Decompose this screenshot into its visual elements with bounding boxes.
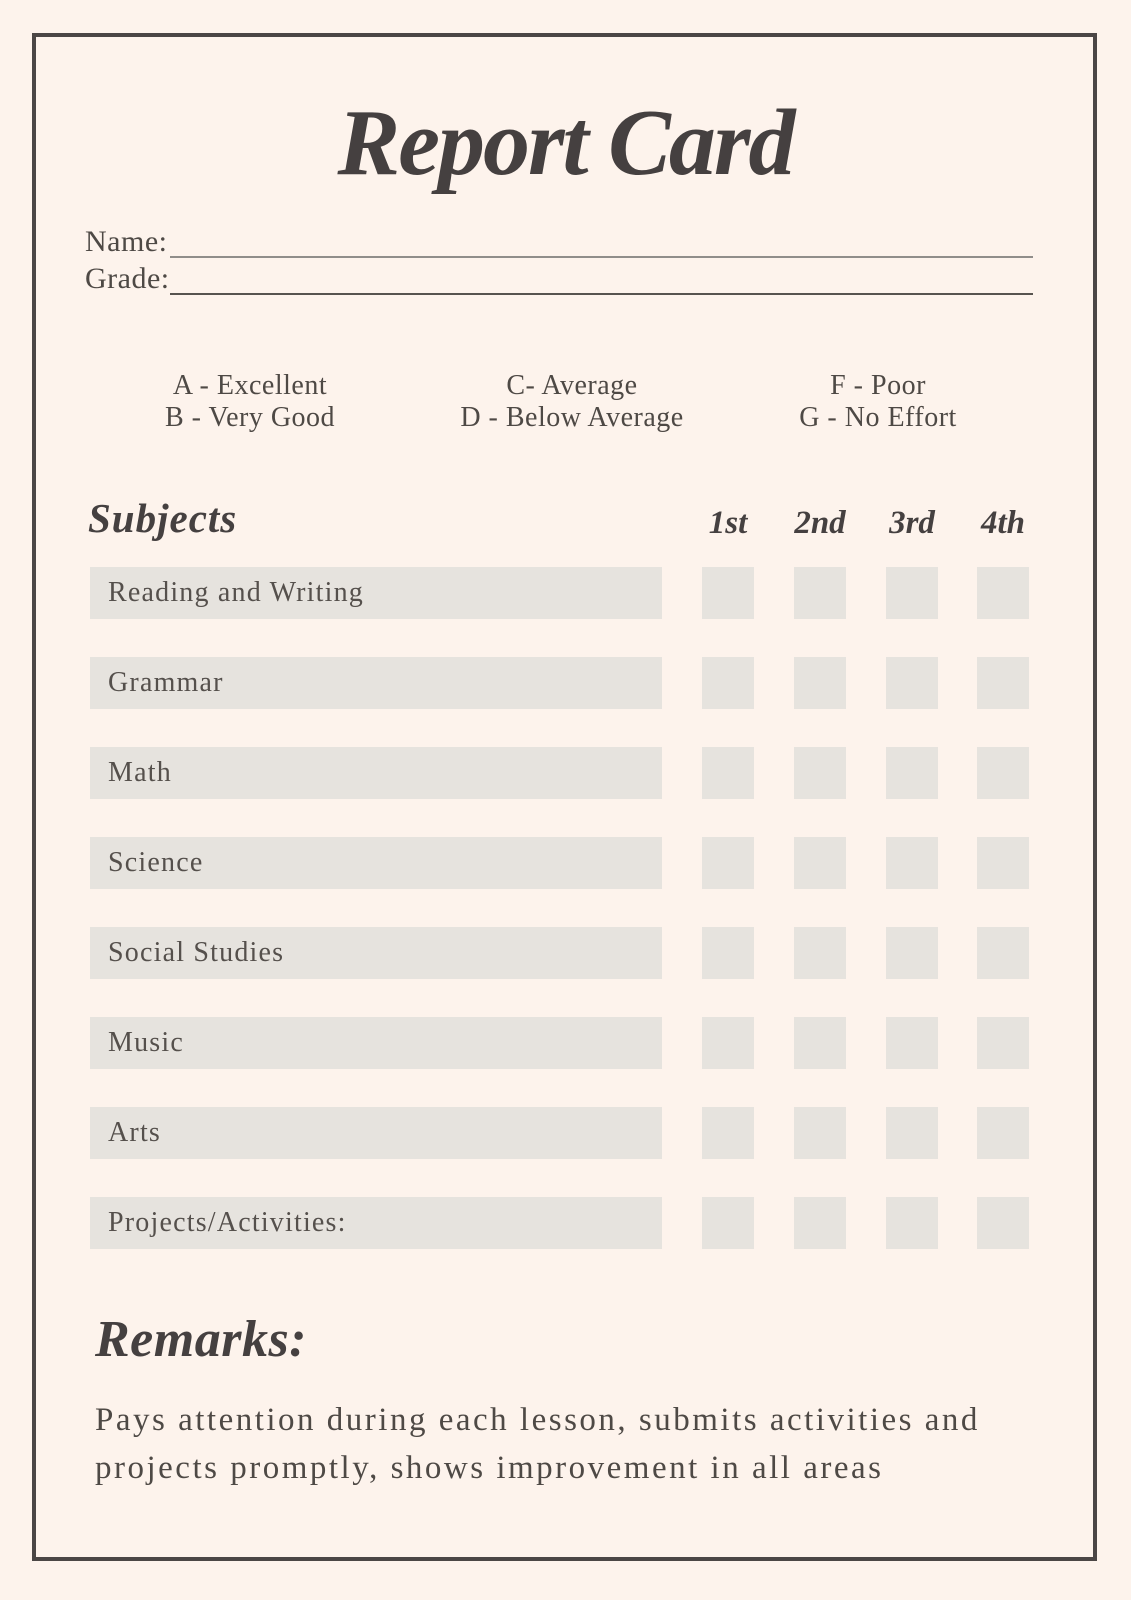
grade-cell[interactable] <box>794 1107 846 1159</box>
term-header-4th: 4th <box>980 505 1026 541</box>
subject-row-projects-activities: Projects/Activities: <box>90 1197 662 1249</box>
subjects-heading: Subjects <box>88 495 238 541</box>
grade-cell[interactable] <box>794 747 846 799</box>
legend-line: G - No Effort <box>799 402 957 433</box>
legend-column-ab <box>165 370 335 434</box>
grade-cell[interactable] <box>702 837 754 889</box>
grade-cell[interactable] <box>886 837 938 889</box>
grade-cell[interactable] <box>886 1017 938 1069</box>
grade-cell[interactable] <box>886 747 938 799</box>
subject-row-social-studies: Social Studies <box>90 927 662 979</box>
subject-row-music: Music <box>90 1017 662 1069</box>
grade-cell[interactable] <box>977 837 1029 889</box>
term-header-3rd: 3rd <box>889 505 935 541</box>
grade-label: Grade: <box>85 262 170 295</box>
page-title: Report Card <box>337 91 794 195</box>
grade-cell[interactable] <box>702 657 754 709</box>
grade-cell[interactable] <box>977 1107 1029 1159</box>
grade-cell[interactable] <box>977 567 1029 619</box>
grade-cell[interactable] <box>977 657 1029 709</box>
grade-cell[interactable] <box>886 567 938 619</box>
grade-cell[interactable] <box>794 927 846 979</box>
subject-row-science: Science <box>90 837 662 889</box>
legend-line: F - Poor <box>830 370 926 401</box>
legend-column-cd <box>460 370 683 434</box>
legend-column-fg <box>799 370 957 434</box>
grade-cell[interactable] <box>977 1017 1029 1069</box>
grade-cell[interactable] <box>977 1197 1029 1249</box>
grade-input-line[interactable] <box>170 293 1033 295</box>
name-label: Name: <box>85 225 168 258</box>
legend-line: B - Very Good <box>164 402 336 433</box>
grade-cell[interactable] <box>702 1107 754 1159</box>
grade-cell[interactable] <box>702 747 754 799</box>
grade-cell[interactable] <box>794 657 846 709</box>
term-header-2nd: 2nd <box>794 505 846 541</box>
subject-row-reading-writing: Reading and Writing <box>90 567 662 619</box>
grade-cell[interactable] <box>977 927 1029 979</box>
remarks-text <box>95 1396 1035 1492</box>
legend-line: A - Excellent <box>172 370 328 401</box>
grade-cell[interactable] <box>886 1197 938 1249</box>
grade-cell[interactable] <box>702 927 754 979</box>
grade-cell[interactable] <box>886 927 938 979</box>
grade-cell[interactable] <box>702 1017 754 1069</box>
remarks-line: projects promptly, shows improvement in all areas <box>95 1450 884 1486</box>
grade-cell[interactable] <box>977 747 1029 799</box>
grade-cell[interactable] <box>702 1197 754 1249</box>
grade-cell[interactable] <box>794 1197 846 1249</box>
legend-line: D - Below Average <box>460 402 684 433</box>
grade-cell[interactable] <box>886 657 938 709</box>
term-header-1st: 1st <box>708 505 748 541</box>
name-input-line[interactable] <box>170 256 1033 258</box>
remarks-heading: Remarks: <box>95 1311 307 1368</box>
subject-row-arts: Arts <box>90 1107 662 1159</box>
legend-line: C- Average <box>506 370 638 401</box>
grade-cell[interactable] <box>794 837 846 889</box>
grade-cell[interactable] <box>702 567 754 619</box>
subject-row-math: Math <box>90 747 662 799</box>
grade-cell[interactable] <box>886 1107 938 1159</box>
subject-row-grammar: Grammar <box>90 657 662 709</box>
grade-cell[interactable] <box>794 567 846 619</box>
grade-cell[interactable] <box>794 1017 846 1069</box>
remarks-line: Pays attention during each lesson, submits activities and <box>95 1402 980 1438</box>
